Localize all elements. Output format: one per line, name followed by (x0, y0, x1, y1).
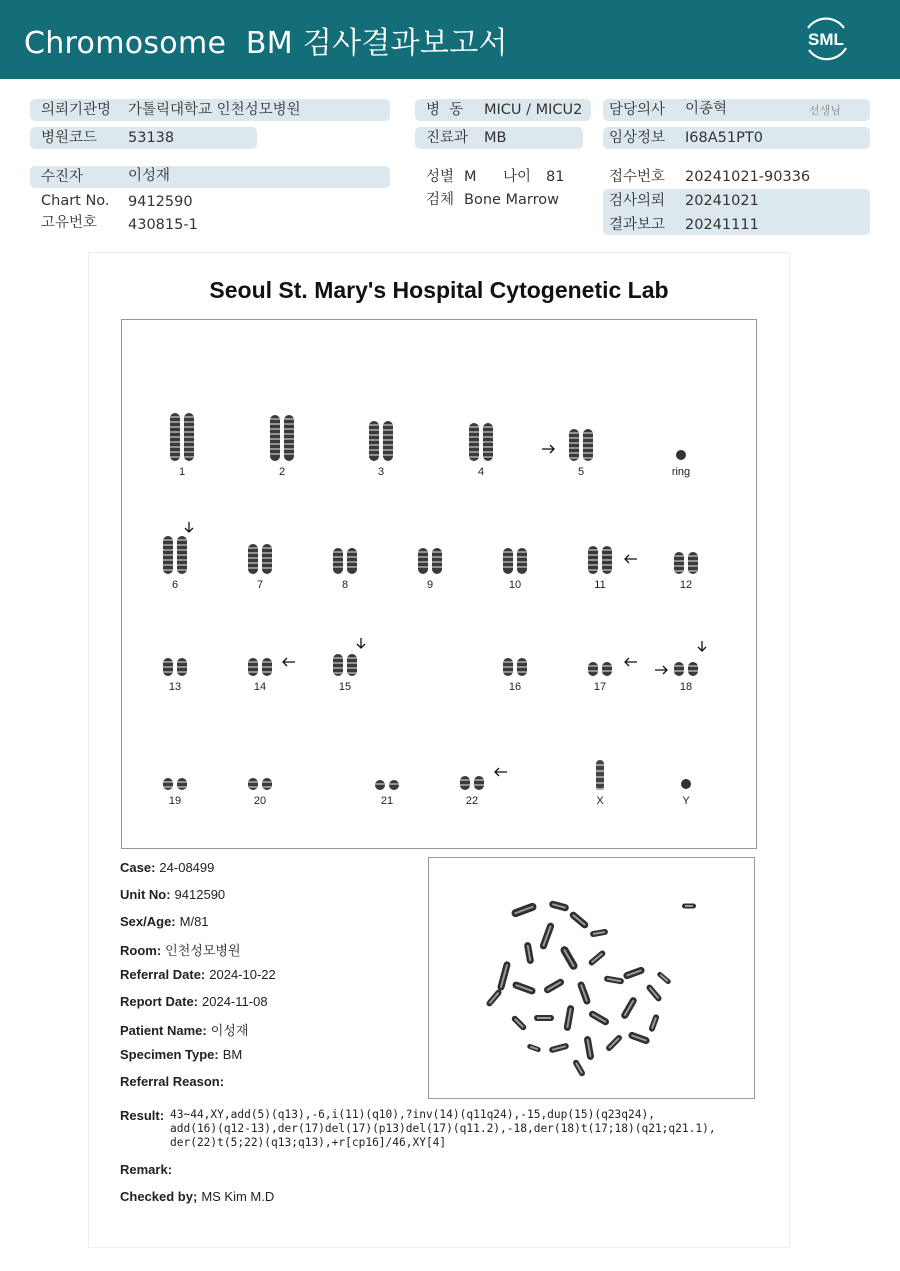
chromosome-label: 13 (168, 681, 182, 693)
patient-label: 수진자 (41, 169, 84, 185)
referral-reason-label: Referral Reason: (120, 1074, 225, 1089)
chromosome-label: 11 (594, 579, 606, 591)
referral-date-value: 2024-10-22 (209, 967, 276, 982)
chromosome-shape (588, 662, 598, 676)
ward-value: MICU / MICU2 (484, 102, 583, 118)
room-label: Room: (120, 943, 162, 958)
chromosome-shape (674, 662, 684, 676)
specimen-type-value: BM (222, 1047, 243, 1062)
clinical-value: I68A51PT0 (685, 130, 763, 146)
chromosome-pair (163, 658, 187, 693)
chromosome-label: 1 (178, 466, 186, 478)
department-value: MB (484, 130, 507, 146)
age-label: 나이 (503, 169, 532, 185)
chromosome-label: Y (682, 795, 690, 807)
chromosome-shape (460, 776, 470, 790)
chromosome-label: 17 (593, 681, 607, 693)
reception-value: 20241021-90336 (685, 169, 811, 185)
chromosome-pair (503, 548, 527, 591)
department-label: 진료과 (426, 130, 469, 146)
chromosome-pair (681, 779, 691, 807)
room-field (120, 940, 241, 959)
chromosome-label: 15 (338, 681, 352, 693)
chart-value: 9412590 (128, 194, 193, 210)
chromosome-pair (375, 780, 399, 807)
sexage-value: M/81 (179, 914, 209, 929)
chromosome-pair (596, 760, 604, 807)
chromosome-label: 10 (508, 579, 522, 591)
institution-label: 의뢰기관명 (41, 102, 112, 118)
report-date-field (120, 994, 268, 1009)
unit-label: Unit No: (120, 887, 171, 902)
result-date-value: 20241111 (685, 217, 759, 233)
chromosome-pair (369, 421, 393, 478)
chromosome-shape (681, 779, 691, 789)
chromosome-label: 5 (577, 466, 585, 478)
chromosome-pair (569, 429, 593, 478)
chromosome-pair (503, 658, 527, 693)
sexage-label: Sex/Age: (120, 914, 176, 929)
chromosome-pair (460, 776, 484, 807)
checked-field (120, 1189, 274, 1204)
unique-value: 430815-1 (128, 217, 198, 233)
specimen-value: Bone Marrow (464, 192, 560, 208)
chromosome-pair (163, 536, 187, 591)
room-value: 인천성모병원 (165, 943, 241, 958)
doctor-label: 담당의사 (609, 102, 666, 118)
patient-name-label: Patient Name: (120, 1023, 207, 1038)
unique-label: 고유번호 (41, 215, 98, 231)
hospital-code-value: 53138 (128, 130, 175, 146)
chromosome-shape (583, 429, 593, 461)
unit-value: 9412590 (174, 887, 226, 902)
chromosome-label: 3 (377, 466, 385, 478)
result-line: 43~44,XY,add(5)(q13),-6,i(11)(q10),?inv(14)(q11q24),-15,dup(15)(q23q24), (170, 1108, 655, 1121)
chromosome-pair (674, 662, 698, 693)
arrow-icon (357, 638, 365, 648)
chromosome-shape (163, 778, 173, 790)
chromosome-label: 19 (168, 795, 182, 807)
chromosome-pair (248, 658, 272, 693)
header-bar (0, 0, 900, 79)
case-value: 24-08499 (159, 860, 215, 875)
chromosome-label: 4 (477, 466, 485, 478)
sex-value: M (464, 169, 477, 185)
chromosome-shape (375, 780, 385, 790)
ward-label: 병 동 (426, 102, 464, 118)
age-value: 81 (546, 169, 565, 185)
arrow-icon (542, 445, 554, 453)
chromosome-label: 16 (508, 681, 522, 693)
chromosome-pair (588, 546, 612, 591)
remark-field (120, 1162, 176, 1177)
result-label: Result: (120, 1108, 165, 1123)
patient-name-field (120, 1020, 248, 1039)
chromosome-label: 9 (426, 579, 434, 591)
chromosome-label: 8 (341, 579, 349, 591)
specimen-type-field (120, 1047, 242, 1062)
case-field (120, 860, 214, 875)
sexage-field (120, 914, 209, 929)
karyogram-frame (121, 319, 757, 849)
doctor-value: 이종혁 (685, 101, 728, 117)
arrow-icon (625, 555, 637, 563)
chromosome-pair (248, 544, 272, 591)
chromosome-pair (163, 778, 187, 807)
reception-label: 접수번호 (609, 169, 666, 185)
chromosome-label: 7 (256, 579, 264, 591)
checked-label: Checked by; (120, 1189, 198, 1204)
referral-date-field (120, 967, 276, 982)
chromosome-pair (333, 654, 357, 693)
chromosome-label: 6 (171, 579, 179, 591)
chromosome-shape (248, 778, 258, 790)
sex-label: 성별 (426, 169, 455, 185)
chromosome-label: 22 (465, 795, 479, 807)
chromosome-pair (270, 415, 294, 478)
chromosome-label: 20 (253, 795, 267, 807)
chromosome-shape (676, 450, 686, 460)
case-label: Case: (120, 860, 156, 875)
sml-logo (800, 12, 852, 64)
chromosome-pair (248, 778, 272, 807)
arrow-icon (495, 768, 507, 776)
chromosome-label: 21 (380, 795, 394, 807)
chromosome-shape (474, 776, 484, 790)
metaphase-spread-image (429, 858, 756, 1100)
chromosome-label: 12 (679, 579, 693, 591)
specimen-type-label: Specimen Type: (120, 1047, 219, 1062)
chromosome-pair (588, 662, 612, 693)
lab-title: Seoul St. Mary's Hospital Cytogenetic Lab (209, 277, 669, 303)
remark-label: Remark: (120, 1162, 173, 1177)
chromosome-shape (569, 429, 579, 461)
doctor-suffix: 선생님 (809, 104, 841, 117)
report-title: Chromosome BM 검사결과보고서 (24, 26, 508, 61)
arrow-icon (625, 658, 637, 666)
chromosome-pair (674, 552, 698, 591)
institution-value: 가톨릭대학교 인천성모병원 (128, 102, 301, 118)
chart-label: Chart No. (41, 193, 110, 209)
chromosome-pair (170, 413, 194, 478)
chromosome-label: ring (671, 466, 691, 478)
request-value: 20241021 (685, 193, 759, 209)
chromosome-pair (418, 548, 442, 591)
referral-reason-field (120, 1074, 228, 1089)
arrow-icon (698, 641, 706, 651)
chromosome-shape (177, 778, 187, 790)
patient-name-value: 이성재 (210, 1023, 249, 1038)
chromosome-label: 14 (253, 681, 267, 693)
chromosome-label: X (596, 795, 604, 807)
metaphase-image-frame (428, 857, 755, 1099)
report-date-label: Report Date: (120, 994, 199, 1009)
result-line: add(16)(q12-13),der(17)del(17)(p13)del(17)(q11.2),-18,der(18)t(17;18)(q21;q21.1), (170, 1122, 716, 1135)
karyogram (122, 320, 758, 850)
patient-value: 이성재 (128, 168, 171, 184)
clinical-label: 임상정보 (609, 130, 666, 146)
chromosome-label: 18 (679, 681, 693, 693)
report-date-value: 2024-11-08 (202, 994, 268, 1009)
checked-value: MS Kim M.D (201, 1189, 275, 1204)
patient-bar (30, 166, 390, 188)
hospital-code-label: 병원코드 (41, 130, 98, 146)
referral-date-label: Referral Date: (120, 967, 206, 982)
chromosome-pair (672, 450, 690, 478)
request-label: 검사의뢰 (609, 193, 666, 209)
result-karyotype (170, 1108, 716, 1150)
logo-text: SML (808, 30, 844, 49)
chromosome-shape (262, 778, 272, 790)
unit-field (120, 887, 225, 902)
result-line: der(22)t(5;22)(q13;q13),+r[cp16]/46,XY[4] (170, 1136, 447, 1149)
chromosome-shape (602, 662, 612, 676)
arrow-icon (185, 522, 193, 532)
result-date-label: 결과보고 (609, 217, 666, 233)
specimen-label: 검체 (426, 192, 455, 208)
chromosome-shape (688, 662, 698, 676)
arrow-icon (655, 666, 667, 674)
chromosome-shape (389, 780, 399, 790)
chromosome-label: 2 (278, 466, 286, 478)
arrow-icon (283, 658, 295, 666)
chromosome-pair (333, 548, 357, 591)
chromosome-pair (469, 423, 493, 478)
